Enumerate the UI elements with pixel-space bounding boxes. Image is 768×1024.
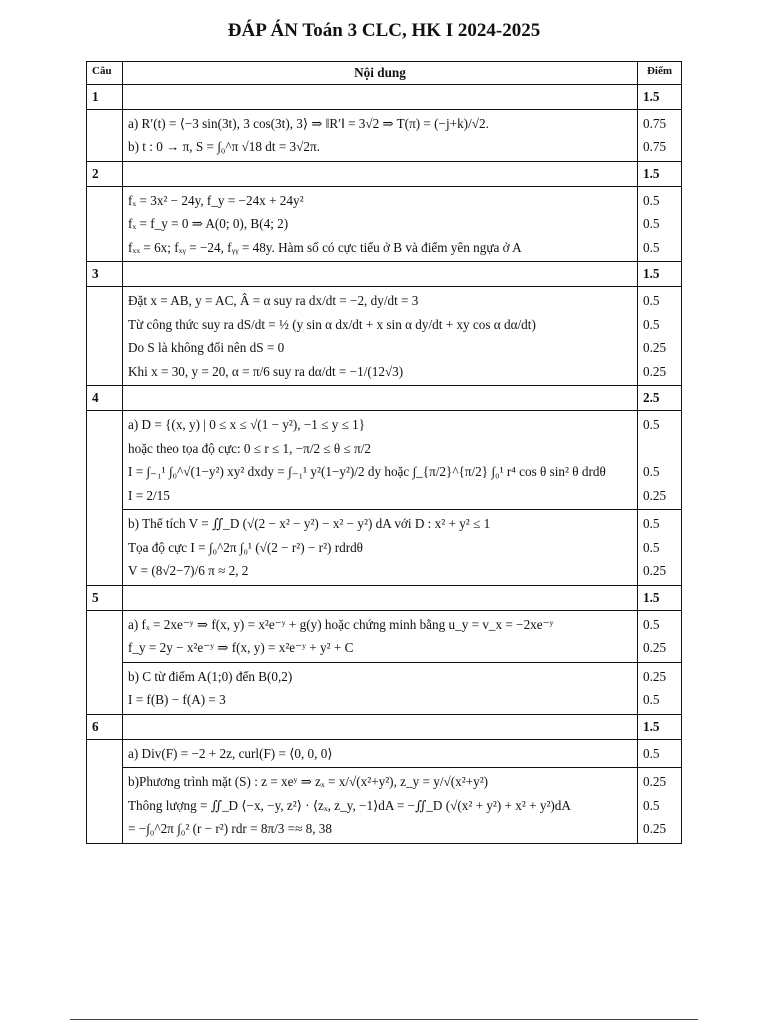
- answer-line: Từ công thức suy ra dS/dt = ½ (y sin α dx/dt + x sin α dy/dt + xy cos α dα/dt): [128, 316, 536, 332]
- question-number-spacer: [87, 287, 123, 386]
- answer-group-row: [87, 287, 682, 386]
- question-header-row: [87, 161, 682, 186]
- answer-line: fₓ = 3x² − 24y, f_y = −24x + 24y²: [128, 192, 304, 208]
- line-score: 0.5: [643, 417, 660, 433]
- answer-group-row: [87, 510, 682, 586]
- answer-content: [123, 662, 638, 714]
- line-score: 0.5: [643, 216, 660, 232]
- question-number: 3: [87, 262, 123, 287]
- table-header-row: [87, 62, 682, 85]
- question-header-blank: [123, 161, 638, 186]
- question-header-row: [87, 262, 682, 287]
- answer-content: [123, 768, 638, 844]
- question-number: 6: [87, 714, 123, 739]
- line-score: 0.25: [643, 640, 667, 656]
- question-number: 1: [87, 84, 123, 109]
- line-score: 0.5: [643, 797, 660, 813]
- line-score: 0.5: [643, 745, 660, 761]
- question-number: 5: [87, 585, 123, 610]
- answer-line: f_y = 2y − x²e⁻ʸ ⇒ f(x, y) = x²e⁻ʸ + y² + C: [128, 640, 354, 656]
- line-score: 0.5: [643, 616, 660, 632]
- answer-line: b)Phương trình mặt (S) : z = xeʸ ⇒ zₓ = x/√(x²+y²), z_y = y/√(x²+y²): [128, 774, 489, 790]
- answer-table-body: [87, 84, 682, 843]
- line-score: 0.5: [643, 539, 660, 555]
- question-number-spacer: [87, 739, 123, 843]
- answer-content: [123, 610, 638, 662]
- answer-line: Đặt x = AB, y = AC, Â = α suy ra dx/dt = −2, dy/dt = 3: [128, 293, 419, 309]
- answer-line: b) Thể tích V = ∬_D (√(2 − x² − y²) − x² − y²) dA với D : x² + y² ≤ 1: [128, 516, 491, 532]
- answer-scores: [638, 662, 682, 714]
- answer-line: a) D = {(x, y) | 0 ≤ x ≤ √(1 − y²), −1 ≤ y ≤ 1}: [128, 417, 366, 433]
- question-number: 2: [87, 161, 123, 186]
- answer-line: Do S là không đổi nên dS = 0: [128, 340, 285, 356]
- answer-content: [123, 510, 638, 586]
- header-score: Điểm: [638, 62, 682, 85]
- question-number-spacer: [87, 109, 123, 161]
- question-number: 4: [87, 386, 123, 411]
- line-score: 0.5: [643, 316, 660, 332]
- question-header-blank: [123, 585, 638, 610]
- page-title: ĐÁP ÁN Toán 3 CLC, HK I 2024-2025: [227, 20, 541, 41]
- answer-scores: [638, 768, 682, 844]
- question-total-score: 1.5: [638, 585, 682, 610]
- line-score: 0.5: [643, 516, 660, 532]
- question-header-row: [87, 386, 682, 411]
- line-score: 0.75: [643, 115, 667, 131]
- answer-group-row: [87, 739, 682, 768]
- answer-line: a) fₓ = 2xe⁻ʸ ⇒ f(x, y) = x²e⁻ʸ + g(y) hoặc chứng minh bằng u_y = v_x = −2xe⁻ʸ: [128, 616, 554, 632]
- question-total-score: 2.5: [638, 386, 682, 411]
- question-header-row: [87, 585, 682, 610]
- answer-line: = −∫₀^2π ∫₀² (r − r²) rdr = 8π/3 =≈ 8, 38: [128, 821, 332, 837]
- answer-group-row: [87, 768, 682, 844]
- answer-line: I = f(B) − f(A) = 3: [128, 692, 226, 708]
- question-number-spacer: [87, 411, 123, 586]
- question-total-score: 1.5: [638, 262, 682, 287]
- question-number-spacer: [87, 610, 123, 714]
- line-score: 0.5: [643, 293, 660, 309]
- answer-line: I = ∫₋₁¹ ∫₀^√(1−y²) xy² dxdy = ∫₋₁¹ y²(1−y²)/2 dy hoặc ∫_{π/2}^{π/2} ∫₀¹ r⁴ cos θ sin² θ drdθ: [128, 464, 606, 480]
- question-header-blank: [123, 262, 638, 287]
- answer-scores: [638, 510, 682, 586]
- answer-line: fₓ = f_y = 0 ⇒ A(0; 0), B(4; 2): [128, 216, 289, 232]
- line-score: 0.5: [643, 192, 660, 208]
- line-score: 0.25: [643, 821, 667, 837]
- answer-content: [123, 287, 638, 386]
- answer-content: [123, 186, 638, 262]
- question-total-score: 1.5: [638, 84, 682, 109]
- answer-scores: [638, 287, 682, 386]
- line-score: 0.75: [643, 139, 667, 155]
- question-header-blank: [123, 386, 638, 411]
- question-total-score: 1.5: [638, 161, 682, 186]
- line-score: 0.25: [643, 340, 667, 356]
- answer-line: Tọa độ cực I = ∫₀^2π ∫₀¹ (√(2 − r²) − r²) rdrdθ: [128, 539, 363, 555]
- question-total-score: 1.5: [638, 714, 682, 739]
- header-question: Câu: [87, 62, 123, 85]
- answer-line: b) C từ điểm A(1;0) đến B(0,2): [128, 668, 293, 684]
- line-score: 0.25: [643, 487, 667, 503]
- line-score: 0.25: [643, 774, 667, 790]
- answer-line: V = (8√2−7)/6 π ≈ 2, 2: [128, 563, 249, 579]
- question-number-spacer: [87, 186, 123, 262]
- question-header-row: [87, 714, 682, 739]
- answer-group-row: [87, 662, 682, 714]
- answer-scores: [638, 186, 682, 262]
- answer-group-row: [87, 411, 682, 510]
- answer-group-row: [87, 610, 682, 662]
- answer-scores: [638, 739, 682, 768]
- answer-scores: [638, 109, 682, 161]
- answer-table: [86, 61, 682, 844]
- answer-line: hoặc theo tọa độ cực: 0 ≤ r ≤ 1, −π/2 ≤ θ ≤ π/2: [128, 440, 371, 456]
- line-score: 0.5: [643, 239, 660, 255]
- header-content: Nội dung: [123, 62, 638, 85]
- line-score: 0.5: [643, 692, 660, 708]
- question-header-blank: [123, 84, 638, 109]
- question-header-blank: [123, 714, 638, 739]
- answer-group-row: [87, 186, 682, 262]
- line-score: 0.25: [643, 563, 667, 579]
- answer-line: Thông lượng = ∬_D ⟨−x, −y, z²⟩ · ⟨zₓ, z_y, −1⟩dA = −∬_D (√(x² + y²) + x² + y²)dA: [128, 797, 571, 813]
- answer-content: [123, 739, 638, 768]
- line-score: [643, 437, 676, 461]
- line-score: 0.25: [643, 363, 667, 379]
- answer-line: a) Div(F) = −2 + 2z, curl(F) = ⟨0, 0, 0⟩: [128, 745, 333, 761]
- answer-line: I = 2/15: [128, 487, 170, 503]
- answer-line: fₓₓ = 6x; fₓᵧ = −24, fᵧᵧ = 48y. Hàm số có cực tiểu ở B và điểm yên ngựa ở A: [128, 239, 522, 255]
- answer-line: Khi x = 30, y = 20, α = π/6 suy ra dα/dt = −1/(12√3): [128, 363, 404, 379]
- line-score: 0.5: [643, 464, 660, 480]
- answer-content: [123, 411, 638, 510]
- answer-content: [123, 109, 638, 161]
- answer-scores: [638, 610, 682, 662]
- answer-line: a) R′(t) = ⟨−3 sin(3t), 3 cos(3t), 3⟩ ⇒ ‖R′‖ = 3√2 ⇒ T(π) = (−j+k)/√2.: [128, 115, 489, 131]
- answer-line: b) t : 0 → π, S = ∫₀^π √18 dt = 3√2π.: [128, 139, 320, 155]
- question-header-row: [87, 84, 682, 109]
- answer-group-row: [87, 109, 682, 161]
- line-score: 0.25: [643, 668, 667, 684]
- answer-scores: [638, 411, 682, 510]
- footer-divider: [70, 1019, 698, 1020]
